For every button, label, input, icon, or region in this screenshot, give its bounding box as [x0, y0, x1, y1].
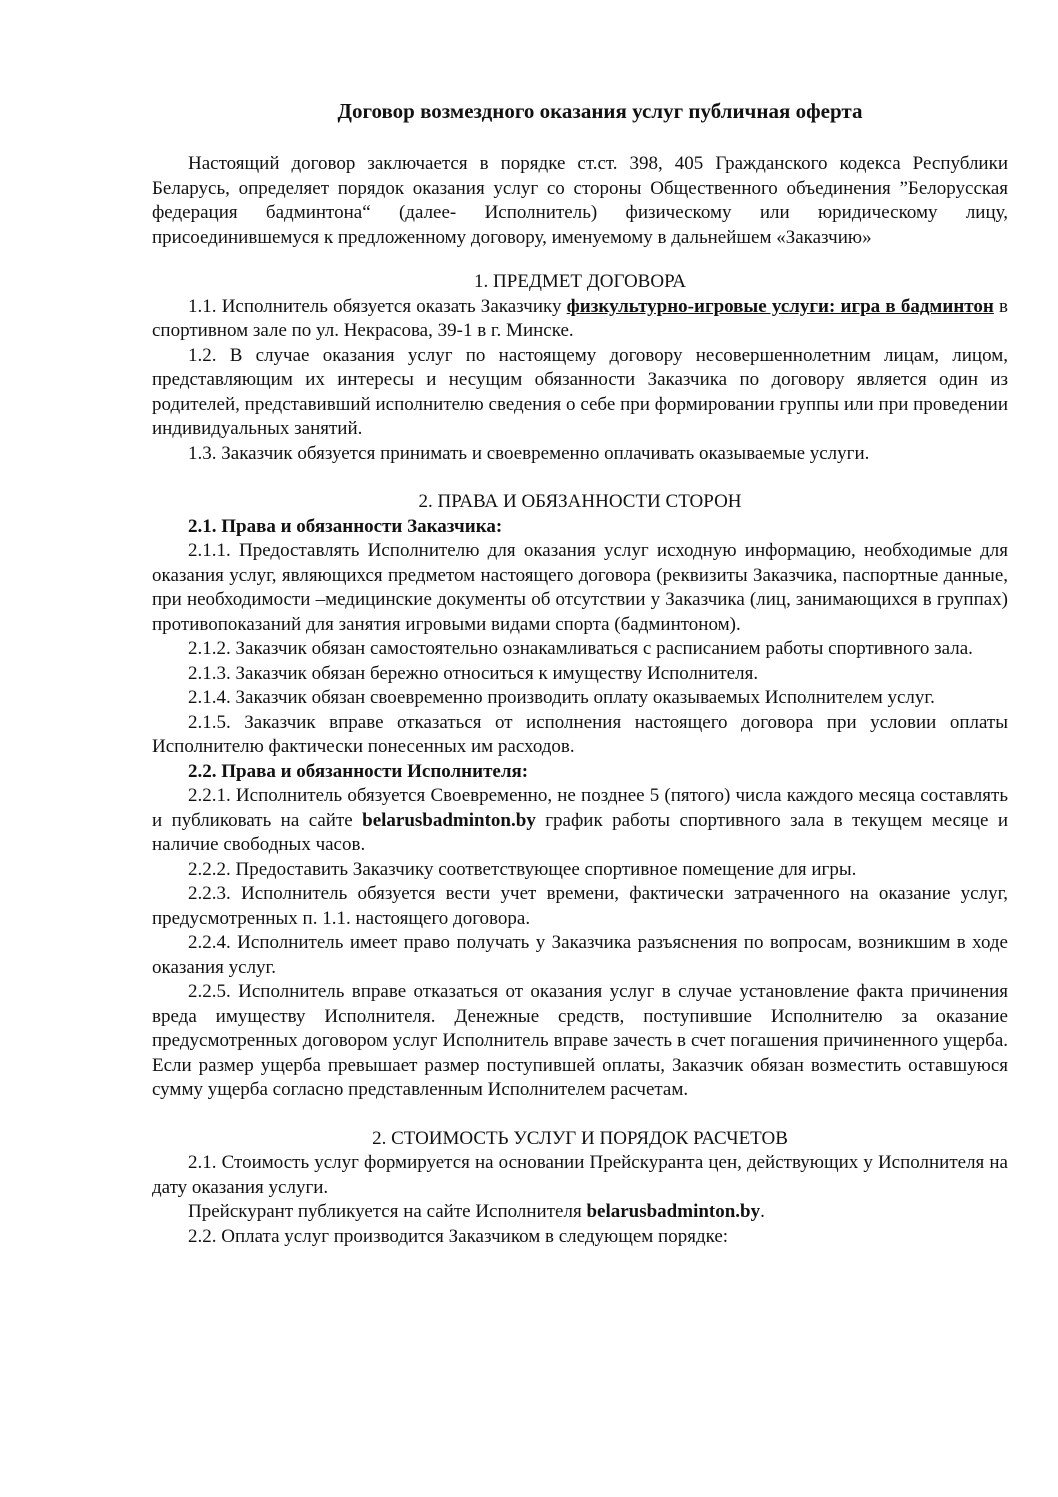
section-heading-rights: 2. ПРАВА И ОБЯЗАННОСТИ СТОРОН: [418, 491, 742, 512]
intro-paragraph: Настоящий договор заключается в порядке ст.ст. 398, 405 Гражданского кодекса Республики Беларусь, определяет порядок оказания услуг со стороны Общественного объединения ”Белорусская федерация бадминтона“ (далее- Исполнитель) физическому или юридическому лицу, присоединившемуся к предложенному договору, именуемому в дальнейшем «Заказчию»: [152, 153, 1008, 248]
section-heading-cost: 2. СТОИМОСТЬ УСЛУГ И ПОРЯДОК РАСЧЕТОВ: [372, 1127, 788, 1149]
clause-1-2: 1.2. В случае оказания услуг по настоящему договору несовершеннолетним лицам, лицом, представляющим их интересы и несущим обязанности Заказчика по договору является один из родителей, представивший исполнителю сведения о себе при формировании группы или при проведении индивидуальных занятий.: [152, 344, 1008, 439]
price-list-text-a: Прейскурант публикуется на сайте Исполнителя: [188, 1201, 587, 1222]
clause-2-1-5: 2.1.5. Заказчик вправе отказаться от исполнения настоящего договора при условии оплаты Исполнителю фактически понесенных им расходов.: [152, 711, 1008, 757]
clause-2-2-5: 2.2.5. Исполнитель вправе отказаться от оказания услуг в случае установление факта причинения вреда имуществу Исполнителя. Денежные средств, поступившие Исполнителю за оказание предусмотренных договором услуг Исполнитель вправе зачесть в счет погашения причиненного ущерба. Если размер ущерба превышает размер поступившей оплаты, Заказчик обязан возместить оставшуюся сумму ущерба согласно представленным Исполнителем расчетам.: [152, 981, 1008, 1100]
clause-1-1-text-c: в спортивном зале по ул. Некрасова, 39-1 в г. Минске.: [152, 295, 1008, 341]
subsection-customer-rights: 2.1. Права и обязанности Заказчика:: [188, 515, 503, 537]
price-list-text-c: .: [760, 1201, 765, 1222]
clause-cost-2-1: 2.1. Стоимость услуг формируется на основании Прейскуранта цен, действующих у Исполнителя на дату оказания услуги.: [152, 1152, 1008, 1198]
clause-2-2-4: 2.2.4. Исполнитель имеет право получать у Заказчика разъяснения по вопросам, возникшим в ходе оказания услуг.: [152, 932, 1008, 978]
clause-1-3: 1.3. Заказчик обязуется принимать и своевременно оплачивать оказываемые услуги.: [188, 442, 870, 464]
clause-2-1-3: 2.1.3. Заказчик обязан бережно относиться к имуществу Исполнителя.: [188, 662, 759, 684]
clause-cost-2-2: 2.2. Оплата услуг производится Заказчиком в следующем порядке:: [188, 1225, 729, 1247]
clause-1-1-text-a: 1.1. Исполнитель обязуется оказать Заказчику: [188, 295, 567, 317]
document-title: Договор возмездного оказания услуг публичная оферта: [337, 99, 863, 123]
clause-2-2-1-text-c: график работы спортивного зала в текущем месяце и наличие свободных часов.: [152, 809, 1008, 855]
clause-2-2-1-text-a: 2.2.1. Исполнитель обязуется Своевременно, не позднее 5 (пятого) числа каждого месяца составлять и публиковать на сайте: [152, 785, 1008, 831]
website-link: belarusbadminton.by: [362, 809, 536, 831]
clause-price-list: [152, 1200, 1008, 1225]
clause-2-1-4: 2.1.4. Заказчик обязан своевременно производить оплату оказываемых Исполнителем услуг.: [188, 687, 935, 708]
clause-2-2-3: 2.2.3. Исполнитель обязуется вести учет времени, фактически затраченного на оказание услуг, предусмотренных п. 1.1. настоящего договора.: [152, 883, 1008, 929]
price-list-website: belarusbadminton.by: [586, 1201, 761, 1222]
clause-2-2-1: [152, 784, 1008, 858]
clause-1-1-services: физкультурно-игровые услуги: игра в бадминтон: [566, 295, 994, 317]
subsection-executor-rights: 2.2. Права и обязанности Исполнителя:: [188, 760, 529, 782]
clause-1-1: [152, 295, 1008, 344]
clause-2-1-1: 2.1.1. Предоставлять Исполнителю для оказания услуг исходную информацию, необходимые для оказания услуг, являющихся предметом настоящего договора (реквизиты Заказчика, паспортные данные, при необходимости –медицинские документы об отсутствии у Заказчика (лиц, занимающихся в группах) противопоказаний для занятия игровыми видами спорта (бадминтоном).: [152, 540, 1008, 635]
clause-2-2-2: 2.2.2. Предоставить Заказчику соответствующее спортивное помещение для игры.: [188, 858, 857, 880]
clause-2-1-2: 2.1.2. Заказчик обязан самостоятельно ознакамливаться с расписанием работы спортивного зала.: [188, 638, 973, 659]
section-heading-subject: 1. ПРЕДМЕТ ДОГОВОРА: [474, 271, 686, 292]
